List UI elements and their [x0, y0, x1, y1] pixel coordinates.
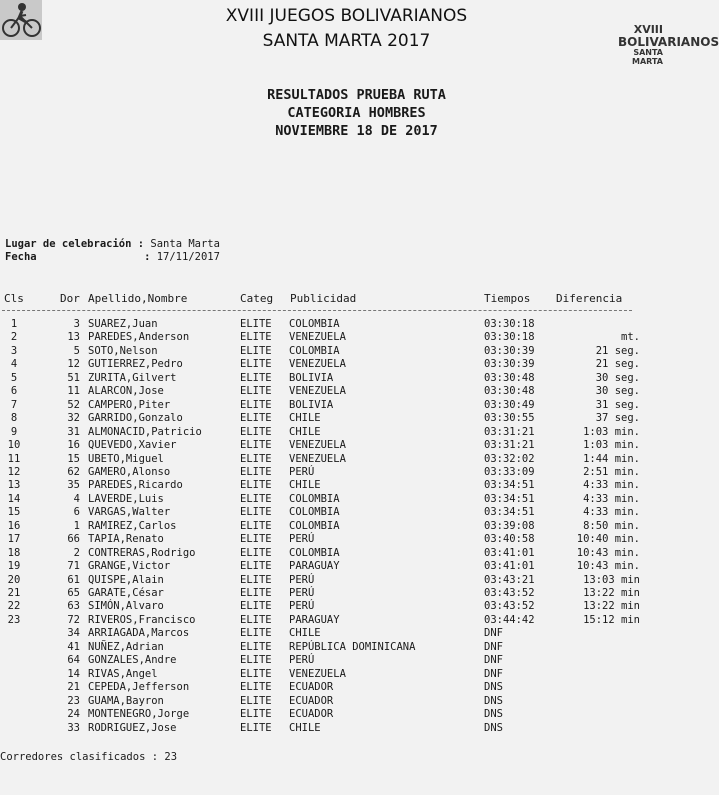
- table-row: [0, 668, 663, 681]
- row-diferencia: 30 seg.: [595, 371, 640, 384]
- row-diferencia: 1:44 min.: [583, 452, 640, 465]
- row-diferencia: mt.: [621, 331, 640, 344]
- table-row: [0, 345, 663, 358]
- row-publicidad: REPÚBLICA DOMINICANA: [289, 640, 416, 653]
- row-diferencia: 10:40 min.: [576, 533, 640, 546]
- row-dor: 23: [67, 694, 80, 707]
- row-publicidad: CHILE: [289, 721, 321, 734]
- col-tiempos: Tiempos: [484, 292, 531, 305]
- date-value: 17/11/2017: [156, 251, 220, 263]
- table-row: [0, 399, 663, 412]
- row-dor: 3: [73, 318, 80, 330]
- table-row: [0, 560, 663, 573]
- row-tiempo: DNS: [484, 681, 503, 694]
- row-name: SIMÓN,Alvaro: [88, 600, 164, 613]
- row-tiempo: 03:32:02: [484, 452, 535, 465]
- col-publicidad: Publicidad: [290, 292, 357, 305]
- row-diferencia: 8:50 min.: [583, 519, 640, 532]
- row-publicidad: CHILE: [289, 412, 321, 425]
- row-diferencia: 1:03 min.: [583, 439, 640, 452]
- row-tiempo: DNS: [484, 694, 503, 707]
- row-dor: 5: [73, 344, 80, 357]
- row-categ: ELITE: [240, 479, 272, 492]
- table-row: [0, 385, 663, 398]
- row-name: RODRIGUEZ,Jose: [88, 721, 177, 734]
- row-categ: ELITE: [240, 681, 272, 694]
- row-cls: 3: [10, 344, 18, 357]
- table-row: [0, 520, 663, 533]
- table-row: [0, 587, 663, 600]
- row-name: CAMPERO,Piter: [88, 398, 171, 411]
- row-name: GARATE,César: [88, 587, 164, 599]
- row-tiempo: 03:34:51: [484, 479, 535, 492]
- row-name: GARRIDO,Gonzalo: [88, 412, 183, 425]
- row-categ: ELITE: [240, 587, 272, 599]
- row-cls: 19: [7, 560, 21, 573]
- date-title: NOVIEMBRE 18 DE 2017: [275, 123, 438, 139]
- row-dor: 21: [67, 681, 80, 694]
- row-categ: ELITE: [240, 627, 272, 640]
- row-name: GUTIERREZ,Pedro: [88, 358, 183, 371]
- table-row: [0, 722, 663, 735]
- row-publicidad: CHILE: [289, 479, 321, 492]
- row-dor: 66: [67, 533, 80, 546]
- row-publicidad: PERÚ: [289, 587, 315, 599]
- logo-line2: BOLIVARIANOS: [618, 35, 719, 49]
- row-publicidad: BOLIVIA: [289, 371, 334, 384]
- row-categ: ELITE: [240, 667, 272, 680]
- table-row: [0, 547, 663, 560]
- row-tiempo: DNF: [484, 667, 503, 680]
- table-row: [0, 439, 663, 452]
- row-dor: 24: [67, 708, 80, 721]
- row-diferencia: 4:33 min.: [583, 506, 640, 519]
- row-dor: 35: [67, 479, 80, 492]
- col-dor: Dor: [60, 292, 80, 305]
- row-dor: 72: [67, 613, 80, 626]
- row-name: RIVAS,Angel: [88, 667, 158, 680]
- row-categ: ELITE: [240, 560, 272, 573]
- row-cls: 16: [7, 519, 21, 532]
- row-categ: ELITE: [240, 546, 272, 559]
- row-cls: 17: [7, 533, 21, 546]
- row-cls: 7: [10, 398, 18, 411]
- row-name: UBETO,Miguel: [88, 452, 164, 465]
- row-dor: 32: [67, 412, 80, 425]
- row-tiempo: 03:30:49: [484, 398, 535, 411]
- row-tiempo: 03:41:01: [484, 560, 535, 573]
- row-cls: 20: [7, 573, 21, 586]
- row-dor: 11: [67, 385, 80, 398]
- row-categ: ELITE: [240, 425, 272, 438]
- table-row: [0, 372, 663, 385]
- row-publicidad: VENEZUELA: [289, 331, 346, 344]
- row-dor: 16: [67, 439, 80, 452]
- row-diferencia: 31 seg.: [595, 398, 640, 411]
- row-categ: ELITE: [240, 573, 272, 586]
- row-cls: 4: [10, 358, 18, 371]
- row-categ: ELITE: [240, 708, 272, 721]
- row-cls: 12: [7, 465, 21, 478]
- col-diferencia: Diferencia: [556, 292, 623, 305]
- row-tiempo: 03:30:55: [484, 412, 535, 425]
- row-categ: ELITE: [240, 398, 272, 411]
- row-cls: 8: [10, 412, 18, 425]
- row-dor: 64: [67, 654, 80, 667]
- row-name: ARRIAGADA,Marcos: [88, 627, 190, 640]
- row-dor: 13: [67, 331, 80, 344]
- row-diferencia: 4:33 min.: [583, 492, 640, 505]
- table-row: [0, 358, 663, 371]
- row-tiempo: 03:30:48: [484, 371, 535, 384]
- row-publicidad: COLOMBIA: [289, 506, 340, 519]
- row-diferencia: 37 seg.: [595, 412, 640, 425]
- row-dor: 1: [73, 519, 80, 532]
- place-label: Lugar de celebración: [5, 238, 132, 250]
- category-title: CATEGORIA HOMBRES: [287, 105, 426, 121]
- row-name: SOTO,Nelson: [88, 344, 158, 357]
- row-cls: 10: [7, 439, 21, 452]
- row-name: ALARCON,Jose: [88, 385, 164, 398]
- row-publicidad: COLOMBIA: [289, 318, 340, 330]
- row-name: MONTENEGRO,Jorge: [88, 708, 190, 721]
- row-name: QUISPE,Alain: [88, 573, 164, 586]
- row-dor: 12: [67, 358, 80, 371]
- row-tiempo: 03:41:01: [484, 546, 535, 559]
- row-tiempo: 03:31:21: [484, 439, 535, 452]
- row-diferencia: 10:43 min.: [576, 560, 640, 573]
- table-row: [0, 654, 663, 667]
- footer-label: Corredores clasificados: [0, 751, 146, 763]
- row-cls: 11: [7, 452, 21, 465]
- row-tiempo: 03:40:58: [484, 533, 535, 546]
- row-tiempo: 03:30:39: [484, 358, 535, 371]
- row-name: CONTRERAS,Rodrigo: [88, 546, 196, 559]
- table-row: [0, 493, 663, 506]
- row-name: PAREDES,Ricardo: [88, 479, 183, 492]
- row-name: GUAMA,Bayron: [88, 694, 164, 707]
- row-name: RIVEROS,Francisco: [88, 613, 196, 626]
- row-cls: 5: [10, 371, 18, 384]
- table-row: [0, 641, 663, 654]
- row-dor: 61: [67, 573, 80, 586]
- row-tiempo: DNF: [484, 627, 503, 640]
- row-publicidad: PARAGUAY: [289, 560, 340, 573]
- row-name: PAREDES,Anderson: [88, 331, 190, 344]
- row-publicidad: COLOMBIA: [289, 546, 340, 559]
- row-cls: 21: [7, 587, 21, 599]
- table-row: [0, 318, 663, 331]
- row-publicidad: PERÚ: [289, 600, 315, 613]
- table-row: [0, 426, 663, 439]
- table-row: [0, 533, 663, 546]
- row-name: GAMERO,Alonso: [88, 465, 171, 478]
- table-row: [0, 708, 663, 721]
- row-categ: ELITE: [240, 344, 272, 357]
- col-categ: Categ: [240, 292, 274, 305]
- row-cls: 9: [10, 425, 18, 438]
- row-dor: 15: [67, 452, 80, 465]
- row-categ: ELITE: [240, 385, 272, 398]
- row-categ: ELITE: [240, 412, 272, 425]
- row-tiempo: 03:43:52: [484, 600, 535, 613]
- row-dor: 52: [67, 398, 80, 411]
- row-cls: 22: [7, 600, 21, 613]
- table-row: [0, 506, 663, 519]
- table-row: [0, 681, 663, 694]
- event-title: XVIII JUEGOS BOLIVARIANOS: [225, 6, 468, 26]
- row-dor: 41: [67, 640, 80, 653]
- row-tiempo: 03:43:52: [484, 587, 535, 599]
- row-diferencia: 30 seg.: [595, 385, 640, 398]
- row-diferencia: 13:22 min: [583, 587, 640, 599]
- row-tiempo: 03:30:48: [484, 385, 535, 398]
- row-name: QUEVEDO,Xavier: [88, 439, 177, 452]
- row-tiempo: DNS: [484, 721, 503, 734]
- row-publicidad: ECUADOR: [289, 681, 334, 694]
- row-publicidad: VENEZUELA: [289, 358, 346, 371]
- row-name: NUÑEZ,Adrian: [88, 640, 164, 653]
- row-tiempo: 03:30:18: [484, 318, 535, 330]
- row-diferencia: 15:12 min: [583, 613, 640, 626]
- row-name: RAMIREZ,Carlos: [88, 519, 177, 532]
- date-info: Fecha : 17/11/2017: [5, 251, 220, 263]
- table-row: [0, 479, 663, 492]
- table-row: [0, 466, 663, 479]
- row-publicidad: PERÚ: [289, 654, 315, 667]
- row-publicidad: PARAGUAY: [289, 613, 340, 626]
- table-row: [0, 695, 663, 708]
- row-cls: 6: [10, 385, 18, 398]
- row-tiempo: 03:31:21: [484, 425, 535, 438]
- logo-line3: SANTA MARTA: [632, 48, 663, 66]
- logo-line1: XVIII: [633, 23, 663, 36]
- row-dor: 65: [67, 587, 80, 599]
- row-dor: 4: [73, 492, 80, 505]
- row-publicidad: COLOMBIA: [289, 492, 340, 505]
- footer-count: 23: [164, 751, 178, 763]
- row-categ: ELITE: [240, 613, 272, 626]
- row-publicidad: PERÚ: [289, 533, 315, 546]
- row-dor: 31: [67, 425, 80, 438]
- row-categ: ELITE: [240, 465, 272, 478]
- row-tiempo: DNF: [484, 654, 503, 667]
- row-diferencia: 13:22 min: [583, 600, 640, 613]
- row-publicidad: CHILE: [289, 425, 321, 438]
- date-label: Fecha: [5, 251, 37, 263]
- row-categ: ELITE: [240, 331, 272, 344]
- row-cls: 2: [10, 331, 18, 344]
- row-diferencia: 21 seg.: [595, 358, 640, 371]
- row-tiempo: 03:43:21: [484, 573, 535, 586]
- row-name: ZURITA,Gilvert: [88, 371, 177, 384]
- row-name: GRANGE,Victor: [88, 560, 171, 573]
- row-dor: 34: [67, 627, 80, 640]
- row-categ: ELITE: [240, 640, 272, 653]
- row-categ: ELITE: [240, 654, 272, 667]
- table-row: [0, 627, 663, 640]
- row-diferencia: 2:51 min.: [583, 465, 640, 478]
- row-publicidad: COLOMBIA: [289, 519, 340, 532]
- row-categ: ELITE: [240, 371, 272, 384]
- row-tiempo: 03:44:42: [484, 613, 535, 626]
- row-dor: 33: [67, 721, 80, 734]
- row-tiempo: 03:33:09: [484, 465, 535, 478]
- table-row: [0, 600, 663, 613]
- col-cls: Cls: [4, 292, 24, 305]
- row-publicidad: VENEZUELA: [289, 452, 346, 465]
- row-categ: ELITE: [240, 318, 272, 330]
- row-diferencia: 4:33 min.: [583, 479, 640, 492]
- table-row: [0, 331, 663, 344]
- row-publicidad: VENEZUELA: [289, 439, 346, 452]
- row-publicidad: VENEZUELA: [289, 385, 346, 398]
- row-tiempo: 03:34:51: [484, 506, 535, 519]
- row-publicidad: ECUADOR: [289, 708, 334, 721]
- row-categ: ELITE: [240, 694, 272, 707]
- table-row: [0, 412, 663, 425]
- place-info: Lugar de celebración : Santa Marta: [5, 238, 220, 250]
- row-tiempo: DNF: [484, 640, 503, 653]
- row-categ: ELITE: [240, 492, 272, 505]
- row-cls: 1: [10, 318, 18, 330]
- row-name: ALMONACID,Patricio: [88, 425, 202, 438]
- row-tiempo: DNS: [484, 708, 503, 721]
- row-cls: 13: [7, 479, 21, 492]
- row-diferencia: 10:43 min.: [576, 546, 640, 559]
- table-row: [0, 453, 663, 466]
- row-dor: 6: [73, 506, 80, 519]
- row-diferencia: 13:03 min: [583, 573, 640, 586]
- row-publicidad: PERÚ: [289, 465, 315, 478]
- row-diferencia: 21 seg.: [595, 344, 640, 357]
- place-value: Santa Marta: [150, 238, 220, 250]
- row-dor: 63: [67, 600, 80, 613]
- row-categ: ELITE: [240, 439, 272, 452]
- row-name: LAVERDE,Luis: [88, 492, 164, 505]
- row-categ: ELITE: [240, 519, 272, 532]
- row-cls: 18: [7, 546, 21, 559]
- event-subtitle: SANTA MARTA 2017: [262, 31, 431, 51]
- col-name: Apellido,Nombre: [88, 292, 188, 305]
- row-tiempo: 03:39:08: [484, 519, 535, 532]
- row-categ: ELITE: [240, 452, 272, 465]
- table-row: [0, 614, 663, 627]
- row-dor: 62: [67, 465, 80, 478]
- row-cls: 23: [7, 613, 21, 626]
- row-publicidad: PERÚ: [289, 573, 315, 586]
- row-categ: ELITE: [240, 533, 272, 546]
- row-publicidad: ECUADOR: [289, 694, 334, 707]
- row-tiempo: 03:30:39: [484, 344, 535, 357]
- header-divider: [2, 310, 632, 311]
- classified-count: Corredores clasificados : 23: [0, 751, 178, 763]
- row-dor: 51: [67, 371, 80, 384]
- row-cls: 15: [7, 506, 21, 519]
- row-categ: ELITE: [240, 358, 272, 371]
- row-publicidad: CHILE: [289, 627, 321, 640]
- row-publicidad: BOLIVIA: [289, 398, 334, 411]
- row-cls: 14: [7, 492, 21, 505]
- row-name: TAPIA,Renato: [88, 533, 164, 546]
- row-publicidad: VENEZUELA: [289, 667, 346, 680]
- row-categ: ELITE: [240, 506, 272, 519]
- row-name: VARGAS,Walter: [88, 506, 171, 519]
- row-categ: ELITE: [240, 721, 272, 734]
- row-name: SUAREZ,Juan: [88, 318, 158, 330]
- row-diferencia: 1:03 min.: [583, 425, 640, 438]
- table-row: [0, 574, 663, 587]
- row-publicidad: COLOMBIA: [289, 344, 340, 357]
- row-categ: ELITE: [240, 600, 272, 613]
- row-tiempo: 03:30:18: [484, 331, 535, 344]
- row-dor: 71: [67, 560, 80, 573]
- row-dor: 14: [67, 667, 80, 680]
- row-name: CEPEDA,Jefferson: [88, 681, 190, 694]
- row-name: GONZALES,Andre: [88, 654, 177, 667]
- row-tiempo: 03:34:51: [484, 492, 535, 505]
- row-dor: 2: [73, 546, 80, 559]
- results-title: RESULTADOS PRUEBA RUTA: [267, 87, 446, 103]
